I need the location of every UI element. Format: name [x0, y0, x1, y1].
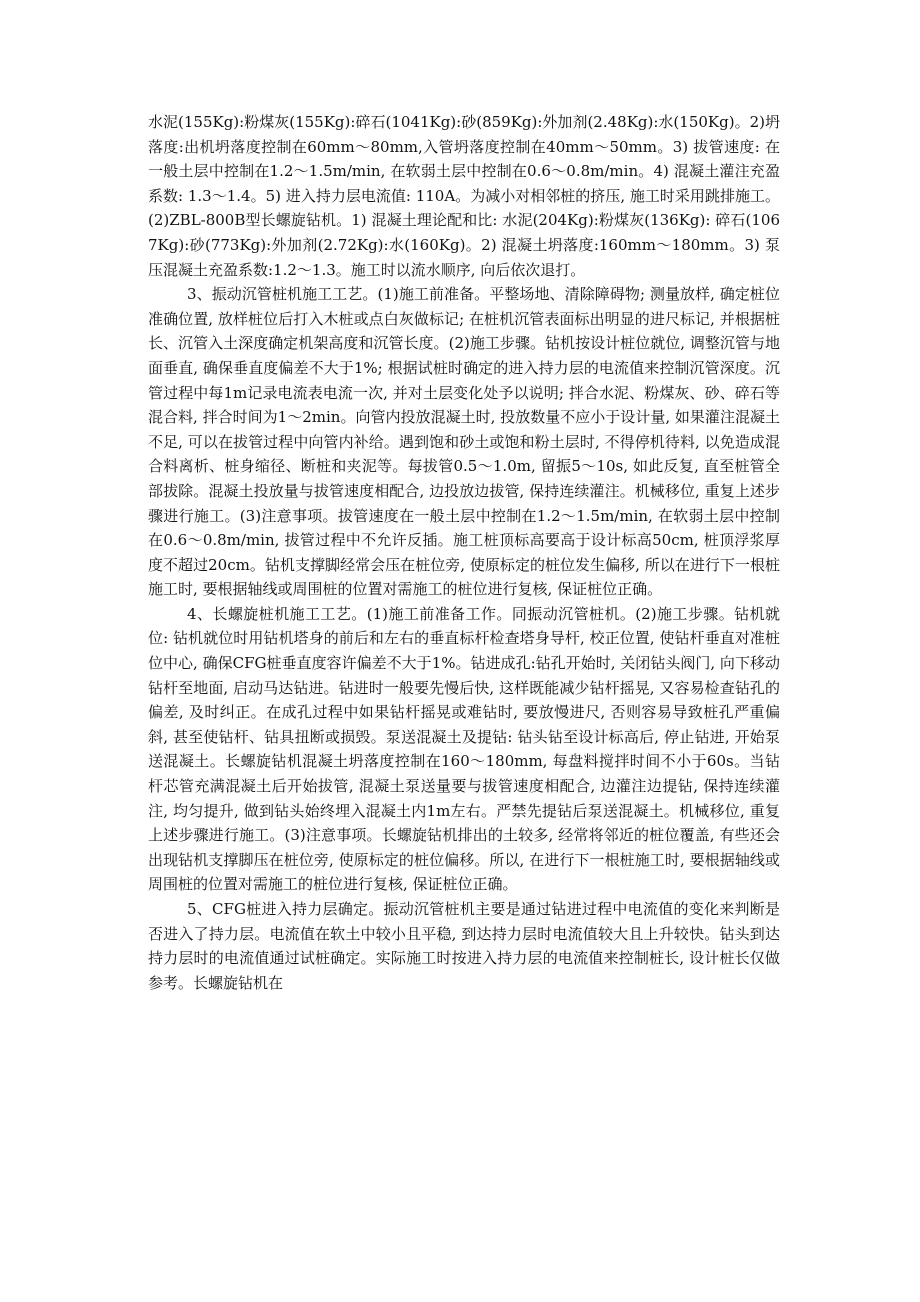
paragraph-bearing-layer: 5、CFG桩进入持力层确定。振动沉管桩机主要是通过钻进过程中电流值的变化来判断是否进入了持力层。电流值在软土中较小且平稳, 到达持力层时电流值较大且上升较快。钻头到达持力层时的电流值通过试桩确定。实际施工时按进入持力层的电流值来控制桩长, 设计桩长仅做参考。长螺旋钻机在: [148, 900, 780, 992]
paragraph-mix-ratio: 水泥(155Kg):粉煤灰(155Kg):碎石(1041Kg):砂(859Kg):外加剂(2.48Kg):水(150Kg)。2)坍落度:出机坍落度控制在60mm～80mm,入管坍落度控制在40mm～50mm。3) 拔管速度: 在一般土层中控制在1.2～1.5m/min, 在软弱土层中控制在0.6～0.8m/min。4) 混凝土灌注充盈系数: 1.3～1.4。5) 进入持力层电流值: 110A。为减小对相邻桩的挤压, 施工时采用跳排施工。(2)ZBL-800B型长螺旋钻机。1) 混凝土理论配和比: 水泥(204Kg):粉煤灰(136Kg): 碎石(1067Kg):砂(773Kg):外加剂(2.72Kg):水(160Kg)。2) 混凝土坍落度:160mm～180mm。3) 泵压混凝土充盈系数:1.2～1.3。施工时以流水顺序, 向后依次退打。: [148, 113, 780, 279]
paragraph-long-auger-process: 4、长螺旋桩机施工工艺。(1)施工前准备工作。同振动沉管桩机。(2)施工步骤。钻机就位: 钻机就位时用钻机塔身的前后和左右的垂直标杆检查塔身导杆, 校正位置, 使钻杆垂直对准桩位中心, 确保CFG桩垂直度容许偏差不大于1%。钻进成孔:钻孔开始时, 关闭钻头阀门, 向下移动钻杆至地面, 启动马达钻进。钻进时一般要先慢后快, 这样既能减少钻杆摇晃, 又容易检查钻孔的偏差, 及时纠正。在成孔过程中如果钻杆摇晃或难钻时, 要放慢进尺, 否则容易导致桩孔严重偏斜, 甚至使钻杆、钻具扭断或损毁。泵送混凝土及提钻: 钻头钻至设计标高后, 停止钻进, 开始泵送混凝土。长螺旋钻机混凝土坍落度控制在160～180mm, 每盘料搅拌时间不小于60s。当钻杆芯管充满混凝土后开始拔管, 混凝土泵送量要与拔管速度相配合, 边灌注边提钻, 保持连续灌注, 均匀提升, 做到钻头始终埋入混凝土内1m左右。严禁先提钻后泵送混凝土。机械移位, 重复上述步骤进行施工。(3)注意事项。长螺旋钻机排出的土较多, 经常将邻近的桩位覆盖, 有些还会出现钻机支撑脚压在桩位旁, 使原标定的桩位偏移。所以, 在进行下一根桩施工时, 要根据轴线或周围桩的位置对需施工的桩位进行复核, 保证桩位正确。: [148, 604, 780, 894]
paragraph-vibro-pile-process: 3、振动沉管桩机施工工艺。(1)施工前准备。平整场地、清除障碍物; 测量放样, 确定桩位准确位置, 放样桩位后打入木桩或点白灰做标记; 在桩机沉管表面标出明显的进尺标记, 并根据桩长、沉管入土深度确定机架高度和沉管长度。(2)施工步骤。钻机按设计桩位就位, 调整沉管与地面垂直, 确保垂直度偏差不大于1%; 根据试桩时确定的进入持力层的电流值来控制沉管深度。沉管过程中每1m记录电流表电流一次, 并对土层变化处予以说明; 拌合水泥、粉煤灰、砂、碎石等混合料, 拌合时间为1～2min。向管内投放混凝土时, 投放数量不应小于设计量, 如果灌注混凝土不足, 可以在拔管过程中向管内补给。遇到饱和砂土或饱和粉土层时, 不得停机待料, 以免造成混合料离析、桩身缩径、断桩和夹泥等。每拔管0.5～1.0m, 留振5～10s, 如此反复, 直至桩管全部拔除。混凝土投放量与拔管速度相配合, 边投放边拔管, 保持连续灌注。机械移位, 重复上述步骤进行施工。(3)注意事项。拔管速度在一般土层中控制在1.2～1.5m/min, 在软弱土层中控制在0.6～0.8m/min, 拔管过程中不允许反插。施工桩顶标高要高于设计标高50cm, 桩顶浮浆厚度不超过20cm。钻机支撑脚经常会压在桩位旁, 使原标定的桩位发生偏移, 所以在进行下一根桩施工时, 要根据轴线或周围桩的位置对需施工的桩位进行复核, 保证桩位正确。: [148, 285, 780, 599]
document-page: [148, 110, 780, 995]
